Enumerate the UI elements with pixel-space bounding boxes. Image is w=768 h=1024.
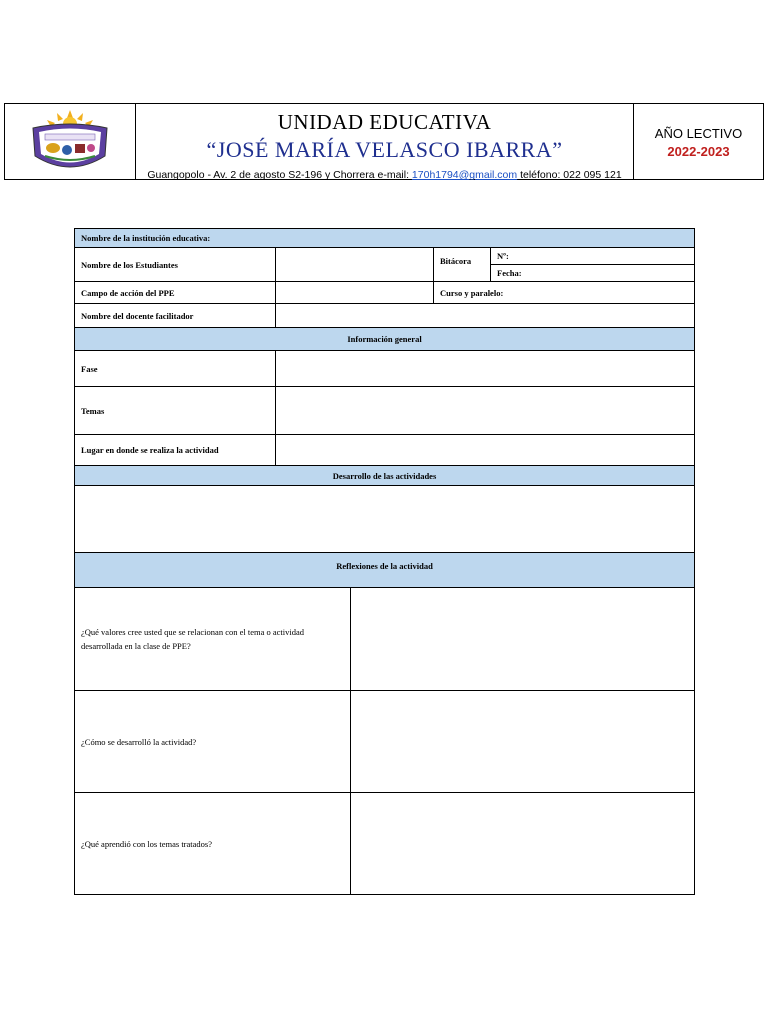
lugar-field[interactable] — [276, 435, 695, 466]
question-2-cell — [75, 691, 351, 793]
fase-label-cell — [75, 351, 276, 387]
institution-name-label: Nombre de la institución educativa: — [81, 233, 211, 243]
students-label-cell — [75, 248, 276, 282]
answer-2-field[interactable] — [351, 691, 695, 793]
question-1: ¿Qué valores cree usted que se relacionan con el tema o actividad desarrollada en la clase de PPE? — [81, 627, 305, 651]
info-general-header — [75, 328, 695, 351]
school-year-label: AÑO LECTIVO — [654, 126, 743, 141]
bitacora-label-cell — [434, 248, 491, 282]
bitacora-number-field[interactable] — [491, 248, 695, 265]
temas-label: Temas — [81, 405, 105, 416]
lugar-label: Lugar en donde se realiza la actividad — [81, 445, 219, 455]
temas-label-cell — [75, 387, 276, 435]
document-header — [4, 103, 764, 180]
campo-label: Campo de acción del PPE — [81, 287, 175, 298]
number-label: Nº: — [497, 251, 509, 261]
answer-3-field[interactable] — [351, 793, 695, 895]
desarrollo-label: Desarrollo de las actividades — [332, 470, 437, 481]
date-label: Fecha: — [497, 268, 522, 278]
question-2: ¿Cómo se desarrolló la actividad? — [81, 736, 197, 747]
campo-label-cell — [75, 282, 276, 304]
info-general-label: Información general — [347, 334, 422, 344]
answer-1-field[interactable] — [351, 588, 695, 691]
institution-name-row[interactable] — [75, 229, 695, 248]
docente-field[interactable] — [276, 304, 695, 328]
school-type-title: UNIDAD EDUCATIVA — [277, 110, 492, 134]
school-name-title: “JOSÉ MARÍA VELASCO IBARRA” — [206, 137, 563, 162]
school-year-value: 2022-2023 — [667, 144, 730, 159]
address-text: Guangopolo - Av. 2 de agosto S2-196 y Chorrera e-mail: — [147, 169, 412, 181]
fase-label: Fase — [81, 363, 98, 374]
desarrollo-header — [75, 466, 695, 486]
docente-label-cell — [75, 304, 276, 328]
desarrollo-field[interactable] — [75, 486, 695, 553]
curso-label: Curso y paralelo: — [440, 287, 504, 298]
bitacora-date-field[interactable] — [491, 265, 695, 282]
students-name-field[interactable] — [276, 248, 434, 282]
lugar-label-cell — [75, 435, 276, 466]
fase-field[interactable] — [276, 351, 695, 387]
reflexiones-header — [75, 553, 695, 588]
school-address — [136, 169, 633, 181]
logo-cell — [5, 104, 136, 179]
question-1-cell — [75, 588, 351, 691]
docente-label: Nombre del docente facilitador — [81, 310, 194, 321]
bitacora-label: Bitácora — [440, 256, 472, 266]
curso-field[interactable] — [434, 282, 695, 304]
campo-field[interactable] — [276, 282, 434, 304]
school-crest-logo — [15, 108, 125, 176]
phone-text: teléfono: 022 095 121 — [517, 169, 622, 181]
temas-field[interactable] — [276, 387, 695, 435]
activity-log-form — [74, 228, 695, 895]
question-3: ¿Qué aprendió con los temas tratados? — [81, 838, 212, 849]
reflexiones-label: Reflexiones de la actividad — [336, 561, 433, 571]
school-info — [136, 104, 634, 179]
question-3-cell — [75, 793, 351, 895]
school-year-cell — [634, 104, 763, 179]
students-label: Nombre de los Estudiantes — [81, 259, 178, 270]
email-link[interactable]: 170h1794@gmail.com — [411, 169, 518, 181]
